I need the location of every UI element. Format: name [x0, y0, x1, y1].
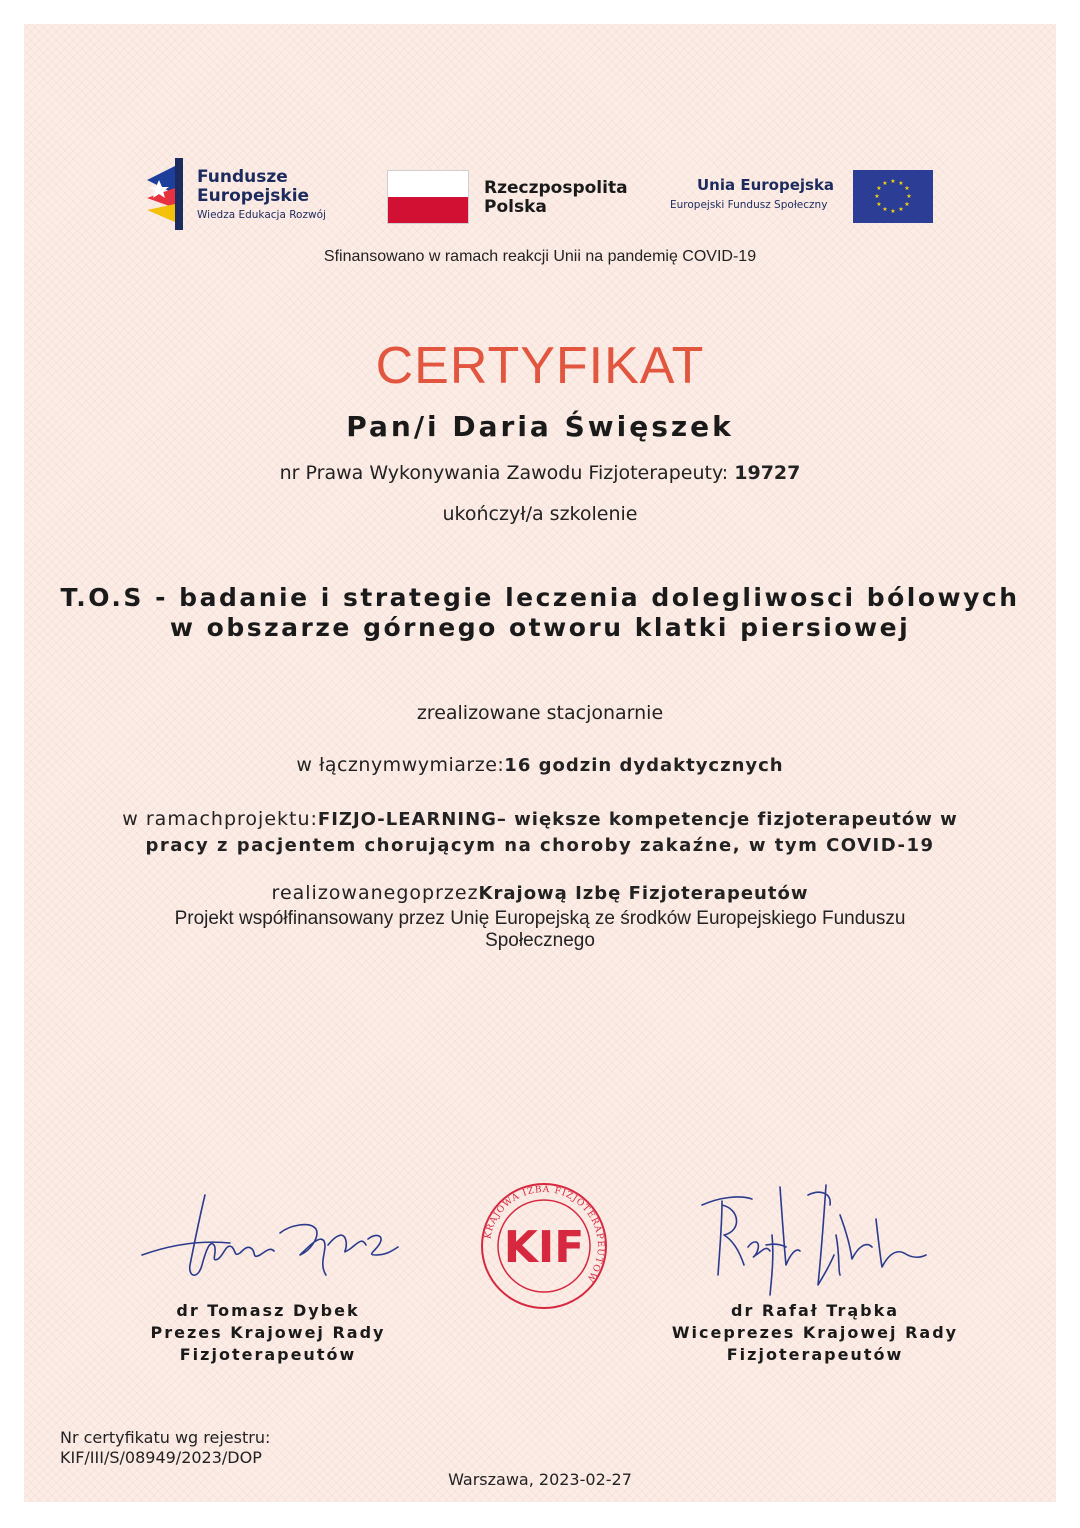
ue-title: Unia Europejska — [697, 176, 835, 194]
license-number: 19727 — [734, 462, 801, 484]
signatory-right-role1: Wiceprezes Krajowej Rady — [671, 1323, 959, 1342]
rp-line1: Rzeczpospolita — [484, 178, 628, 198]
kif-letters: KIF — [503, 1222, 585, 1273]
svg-text:★: ★ — [906, 193, 912, 200]
recipient-name: Pan/i Daria Święszek — [346, 410, 734, 443]
svg-text:★: ★ — [890, 208, 896, 215]
poland-flag-icon — [387, 170, 469, 224]
signatory-right — [660, 1300, 970, 1366]
svg-text:KRAJOWA IZBA FIZJOTERAPEUTÓW: KRAJOWA IZBA FIZJOTERAPEUTÓW — [483, 1184, 606, 1284]
hours-value: 16 godzin dydaktycznych — [504, 755, 784, 776]
signatory-left-role2: Fizjoterapeutów — [179, 1345, 357, 1364]
fundusze-logo-title — [197, 168, 309, 206]
svg-text:★: ★ — [898, 180, 904, 187]
svg-text:★: ★ — [890, 178, 896, 185]
course-line2: w obszarze górnego otworu klatki piersiowej — [169, 613, 911, 642]
organizer-value: Krajową Izbę Fizjoterapeutów — [478, 883, 809, 904]
license-label: nr Prawa Wykonywania Zawodu Fizjoterapeuty: — [279, 462, 729, 484]
rzeczpospolita-logo-text — [484, 179, 628, 217]
signature-rafal-trabka-icon — [700, 1175, 930, 1300]
signatory-left-role1: Prezes Krajowej Rady — [150, 1323, 386, 1342]
fundusze-tagline: Wiedza Edukacja Rozwój — [197, 209, 326, 221]
eu-flag-icon — [853, 170, 933, 223]
registry-number: KIF/III/S/08949/2023/DOP — [60, 1448, 262, 1467]
signatory-right-role2: Fizjoterapeutów — [726, 1345, 904, 1364]
fundusze-line1: Fundusze — [197, 167, 288, 187]
svg-text:★: ★ — [876, 185, 882, 192]
project-line1: FIZJO-LEARNING– większe kompetencje fizjoterapeutów w — [317, 809, 958, 830]
svg-text:★: ★ — [898, 206, 904, 213]
registry-label: Nr certyfikatu wg rejestru: — [60, 1428, 271, 1447]
registry-block — [60, 1428, 270, 1468]
svg-text:★: ★ — [882, 180, 888, 187]
svg-text:★: ★ — [874, 193, 880, 200]
fundusze-europejskie-logo-icon — [145, 158, 191, 230]
organizer-line — [0, 882, 1080, 904]
hours-label: w łącznymwymiarze: — [296, 754, 505, 776]
project-line2: pracy z pacjentem chorującym na choroby zakaźne, w tym COVID-19 — [145, 835, 935, 856]
hours-line — [0, 754, 1080, 776]
ue-subtitle: Europejski Fundusz Społeczny — [670, 199, 828, 211]
signature-tomasz-dybek-icon — [140, 1185, 400, 1285]
license-line — [0, 462, 1080, 484]
project-label: w ramachprojektu: — [122, 808, 318, 830]
svg-text:★: ★ — [882, 206, 888, 213]
course-mode: zrealizowane stacjonarnie — [416, 702, 664, 724]
course-line1: T.O.S - badanie i strategie leczenia dolegliwosci bólowych — [60, 583, 1020, 612]
fundusze-line2: Europejskie — [197, 186, 310, 206]
cofinance-line1: Projekt współfinansowany przez Unię Europejską ze środków Europejskiego Funduszu — [174, 908, 906, 929]
place-date: Warszawa, 2023-02-27 — [448, 1470, 632, 1489]
signatory-left-name: dr Tomasz Dybek — [176, 1301, 360, 1320]
rp-line2: Polska — [484, 197, 547, 217]
svg-text:★: ★ — [876, 201, 882, 208]
project-block — [0, 806, 1080, 859]
funding-note: Sfinansowano w ramach reakcji Unii na pandemię COVID-19 — [323, 248, 757, 265]
certificate-title: CERTYFIKAT — [375, 337, 705, 395]
organizer-label: realizowanegoprzez — [271, 882, 479, 904]
signatory-left — [118, 1300, 418, 1366]
cofinance-line2: Społecznego — [485, 930, 595, 951]
completed-label: ukończył/a szkolenie — [442, 503, 638, 525]
svg-text:★: ★ — [904, 201, 910, 208]
course-title — [0, 583, 1080, 643]
kif-stamp-icon — [478, 1180, 610, 1312]
cofinance-note — [0, 908, 1080, 952]
svg-text:★: ★ — [904, 185, 910, 192]
signatory-right-name: dr Rafał Trąbka — [730, 1301, 900, 1320]
